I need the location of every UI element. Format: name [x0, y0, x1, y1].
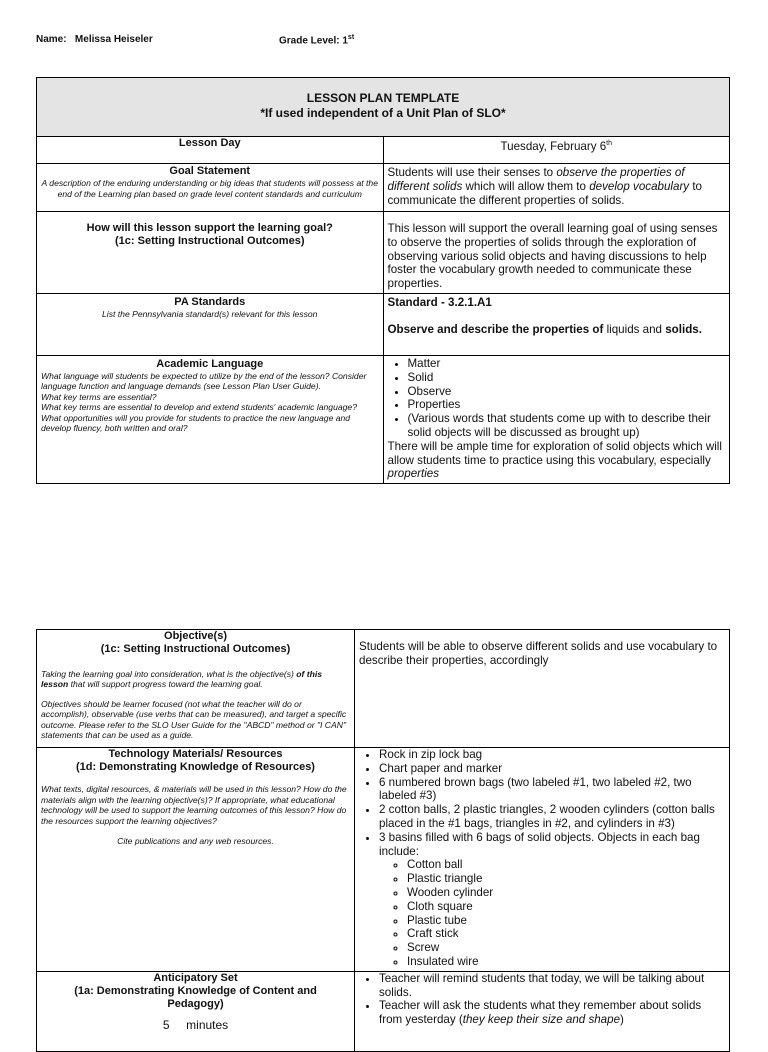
objectives-heading-1: Objective(s) [164, 630, 227, 642]
academic-language-cell [37, 355, 384, 483]
pa-text-bold: Observe and describe the properties of [387, 322, 604, 336]
list-item-text: ) [620, 1013, 624, 1027]
teacher-name [36, 34, 153, 45]
grade-label: Grade Level: 1 [279, 35, 348, 47]
anticipatory-minutes: 5 minutes [162, 1017, 229, 1032]
goal-text-part: to communicate the different properties of solids. [387, 179, 702, 207]
anticipatory-list [359, 972, 725, 1027]
pa-text-plain: liquids and [603, 322, 666, 336]
page-header [36, 34, 355, 47]
pa-standard-code: Standard - 3.2.1.A1 [387, 295, 492, 309]
list-item: • 6 numbered brown bags (two labeled #1, two labeled #2, two labeled #3) [379, 776, 725, 804]
objectives-desc-text: that will support progress toward the learning goal. [68, 679, 263, 689]
table-title [37, 78, 730, 137]
lesson-plan-table-2 [36, 629, 730, 1052]
academic-heading: Academic Language [156, 357, 264, 370]
anticipatory-cell [37, 971, 355, 1051]
list-item: • Observe [408, 385, 726, 399]
goal-text-italic: observe the properties of different solids [387, 166, 685, 193]
technology-text [355, 748, 730, 972]
academic-terms-list [388, 357, 726, 440]
objectives-heading-2: (1c: Setting Instructional Outcomes) [100, 642, 291, 655]
academic-language-text [383, 355, 730, 483]
list-item-text: 3 basins filled with 6 bags of solid objects. Objects in each bag include: [379, 830, 700, 858]
list-item: ◦ Plastic tube [407, 914, 725, 928]
list-item: • Teacher will remind students that today, we will be talking about solids. [379, 972, 725, 1000]
list-item: ◦ Cloth square [407, 900, 725, 914]
anticipatory-heading-1: Anticipatory Set [153, 971, 238, 984]
lesson-day-sup: th [606, 140, 613, 147]
academic-tail [388, 440, 726, 481]
technology-heading-2: (1d: Demonstrating Knowledge of Resources) [76, 761, 315, 773]
technology-heading-1: Technology Materials/ Resources [108, 748, 283, 760]
title-line-2: *If used independent of a Unit Plan of SLO* [260, 106, 506, 120]
pa-standards-text [383, 293, 730, 355]
list-item: • 2 cotton balls, 2 plastic triangles, 2 wooden cylinders (cotton balls placed in the #1 bags, triangles in #2, and cylinders in #3) [379, 803, 725, 831]
technology-description: What texts, digital resources, & materials will be used in this lesson? How do the materials align with the learning objective(s)? If appropriate, what educational technology will be used to support the learning outcomes of this lesson? How do the resources support the learning objectives? [41, 784, 347, 826]
list-item [379, 999, 725, 1027]
academic-tail-italic: properties [387, 467, 440, 481]
goal-text-part: which will allow them to [462, 179, 590, 193]
title-line-1: LESSON PLAN TEMPLATE [306, 91, 460, 105]
goal-heading: Goal Statement [169, 165, 251, 177]
list-item: • Solid [408, 371, 726, 385]
pa-heading: PA Standards [174, 295, 246, 308]
list-item-italic: they keep their size and shape [462, 1013, 621, 1027]
list-item: ◦ Screw [407, 941, 725, 955]
list-item: ◦ Insulated wire [407, 955, 725, 969]
list-item-text: Teacher will ask the students what they remember about solids from yesterday ( [379, 999, 702, 1027]
list-item: • Rock in zip lock bag [379, 748, 725, 762]
lesson-day-label: Lesson Day [37, 137, 384, 164]
goal-text-part: Students will use their senses to [387, 166, 557, 179]
list-item: • (Various words that students come up with to describe their solid objects will be discussed as brought up) [408, 412, 726, 440]
anticipatory-heading-2: (1a: Demonstrating Knowledge of Content and Pedagogy) [74, 984, 317, 1010]
support-text: This lesson will support the overall learning goal of using senses to observe the properties of solids through the exploration of observing various solid objects and having discussions to help foster the vocabulary growth needed to communicate these properties. [383, 212, 730, 294]
pa-description: List the Pennsylvania standard(s) relevant for this lesson [102, 308, 318, 319]
materials-list [359, 748, 725, 969]
list-item: • Chart paper and marker [379, 762, 725, 776]
grade-level [279, 34, 354, 46]
name-value: Melissa Heiseler [74, 34, 153, 45]
pa-standard-desc [388, 323, 726, 337]
grade-sup: st [347, 34, 355, 41]
goal-description: A description of the enduring understanding or big ideas that students will possess at the end of the Learning plan based on grade level content standards and curriculum [41, 178, 378, 199]
objectives-text: Students will be able to observe different solids and use vocabulary to describe their properties, accordingly [355, 630, 730, 748]
goal-text-italic: develop vocabulary [589, 179, 690, 193]
goal-statement-text [383, 164, 730, 212]
list-item: ◦ Cotton ball [407, 858, 725, 872]
lesson-day-text: Tuesday, February 6 [500, 139, 607, 153]
technology-cell [37, 748, 355, 972]
objectives-desc-2: Objectives should be learner focused (not what the teacher will do or accomplish), observable (use verbs that can be measured), and target a specific outcome. Please refer to the SLO User Guide for the "ABCD" method or "I CAN" statements that can be used as a guide. [41, 698, 347, 740]
name-label: Name: [36, 34, 67, 45]
list-item [379, 831, 725, 969]
lesson-plan-table-1 [36, 77, 730, 484]
lesson-day-value [383, 137, 730, 164]
list-item: • Matter [408, 357, 726, 371]
list-item: • Properties [408, 398, 726, 412]
bag-objects-list [379, 858, 725, 968]
pa-text-bold: solids. [665, 322, 702, 336]
academic-description: What language will students be expected to utilize by the end of the lesson? Consider language function and language demands (see Lesson Plan User Guide). What key terms are essential? What key terms are essential to develop and extend students' academic language? What opportunities will you provide for students to practice the new language and develop fluency, both written and oral? [41, 370, 367, 434]
goal-statement-cell [37, 164, 384, 212]
support-heading-1: How will this lesson support the learning goal? [86, 222, 333, 234]
objectives-cell [37, 630, 355, 748]
objectives-desc-text: Taking the learning goal into consideration, what is the objective(s) [41, 668, 297, 679]
anticipatory-text [355, 971, 730, 1051]
objectives-desc-1 [41, 669, 350, 690]
technology-cite: Cite publications and any web resources. [117, 836, 274, 846]
list-item: ◦ Plastic triangle [407, 872, 725, 886]
list-item: ◦ Wooden cylinder [407, 886, 725, 900]
list-item: ◦ Craft stick [407, 927, 725, 941]
pa-standards-cell [37, 293, 384, 355]
support-heading-2: (1c: Setting Instructional Outcomes) [115, 235, 305, 247]
academic-tail-text: There will be ample time for exploration of solid objects which will allow students time to practice using this vocabulary, especially [387, 439, 722, 467]
support-cell [37, 212, 384, 294]
objectives-desc-bold: of this lesson [41, 668, 323, 689]
